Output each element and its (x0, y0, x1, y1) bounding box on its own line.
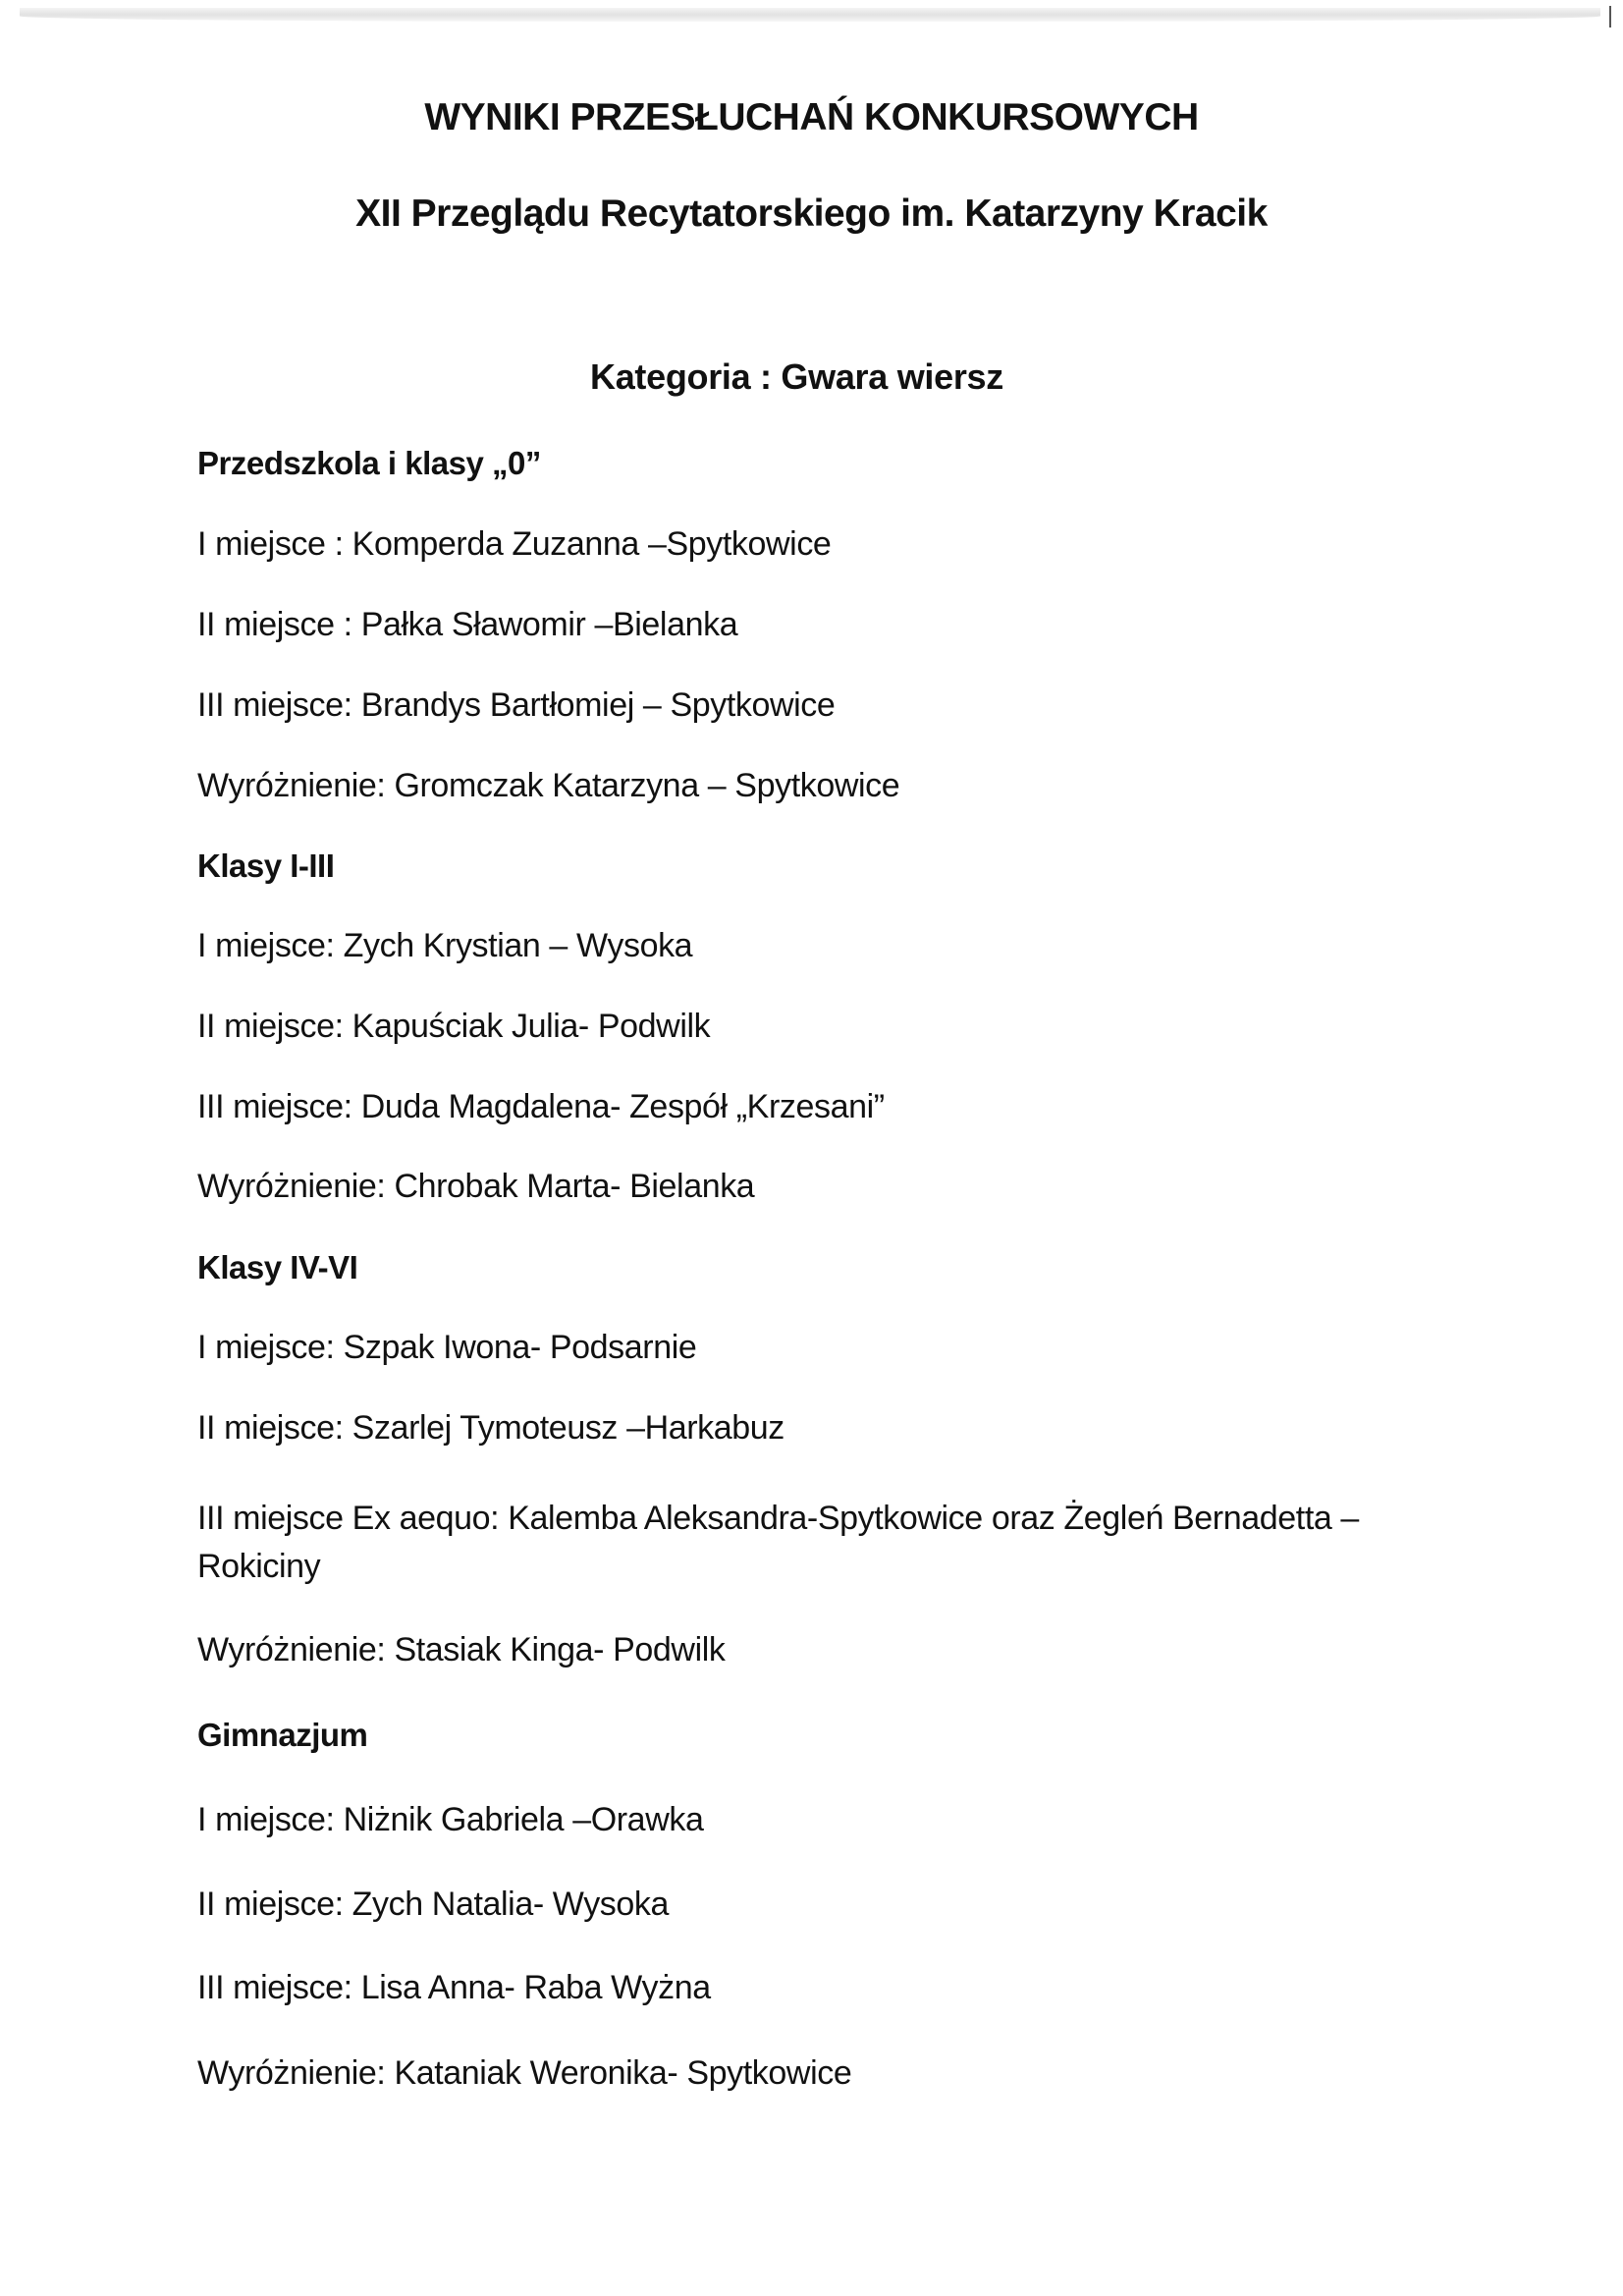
scan-edge-mark (1609, 6, 1611, 27)
result-line: II miejsce : Pałka Sławomir –Bielanka (197, 606, 738, 643)
scan-edge-artifact (20, 8, 1600, 22)
result-line-continuation: Rokiciny (197, 1548, 321, 1585)
result-line: III miejsce Ex aequo: Kalemba Aleksandra-Spytkowice oraz Żegleń Bernadetta – (197, 1500, 1359, 1537)
result-line: I miejsce : Komperda Zuzanna –Spytkowice (197, 525, 832, 563)
result-line: I miejsce: Niżnik Gabriela –Orawka (197, 1801, 704, 1838)
result-line: Wyróżnienie: Gromczak Katarzyna – Spytkowice (197, 767, 900, 804)
result-line: Wyróżnienie: Chrobak Marta- Bielanka (197, 1168, 755, 1205)
section-heading: Gimnazjum (197, 1717, 368, 1753)
result-line: I miejsce: Szpak Iwona- Podsarnie (197, 1329, 697, 1366)
document-subtitle: XII Przeglądu Recytatorskiego im. Katarzyny Kracik (355, 192, 1268, 235)
section-heading: Klasy IV-VI (197, 1249, 358, 1285)
category-heading: Kategoria : Gwara wiersz (590, 356, 1003, 397)
result-line: III miejsce: Lisa Anna- Raba Wyżna (197, 1969, 711, 2006)
result-line: II miejsce: Szarlej Tymoteusz –Harkabuz (197, 1409, 784, 1447)
result-line: II miejsce: Kapuściak Julia- Podwilk (197, 1008, 711, 1045)
result-line: III miejsce: Duda Magdalena- Zespół „Krzesani” (197, 1088, 885, 1125)
result-line: II miejsce: Zych Natalia- Wysoka (197, 1886, 670, 1923)
document-title: WYNIKI PRZESŁUCHAŃ KONKURSOWYCH (424, 96, 1199, 138)
section-heading: Przedszkola i klasy „0” (197, 445, 541, 481)
result-line: I miejsce: Zych Krystian – Wysoka (197, 927, 693, 964)
section-heading: Klasy I-III (197, 847, 335, 884)
result-line: III miejsce: Brandys Bartłomiej – Spytkowice (197, 686, 836, 724)
result-line: Wyróżnienie: Stasiak Kinga- Podwilk (197, 1631, 726, 1668)
result-line: Wyróżnienie: Kataniak Weronika- Spytkowice (197, 2054, 852, 2092)
